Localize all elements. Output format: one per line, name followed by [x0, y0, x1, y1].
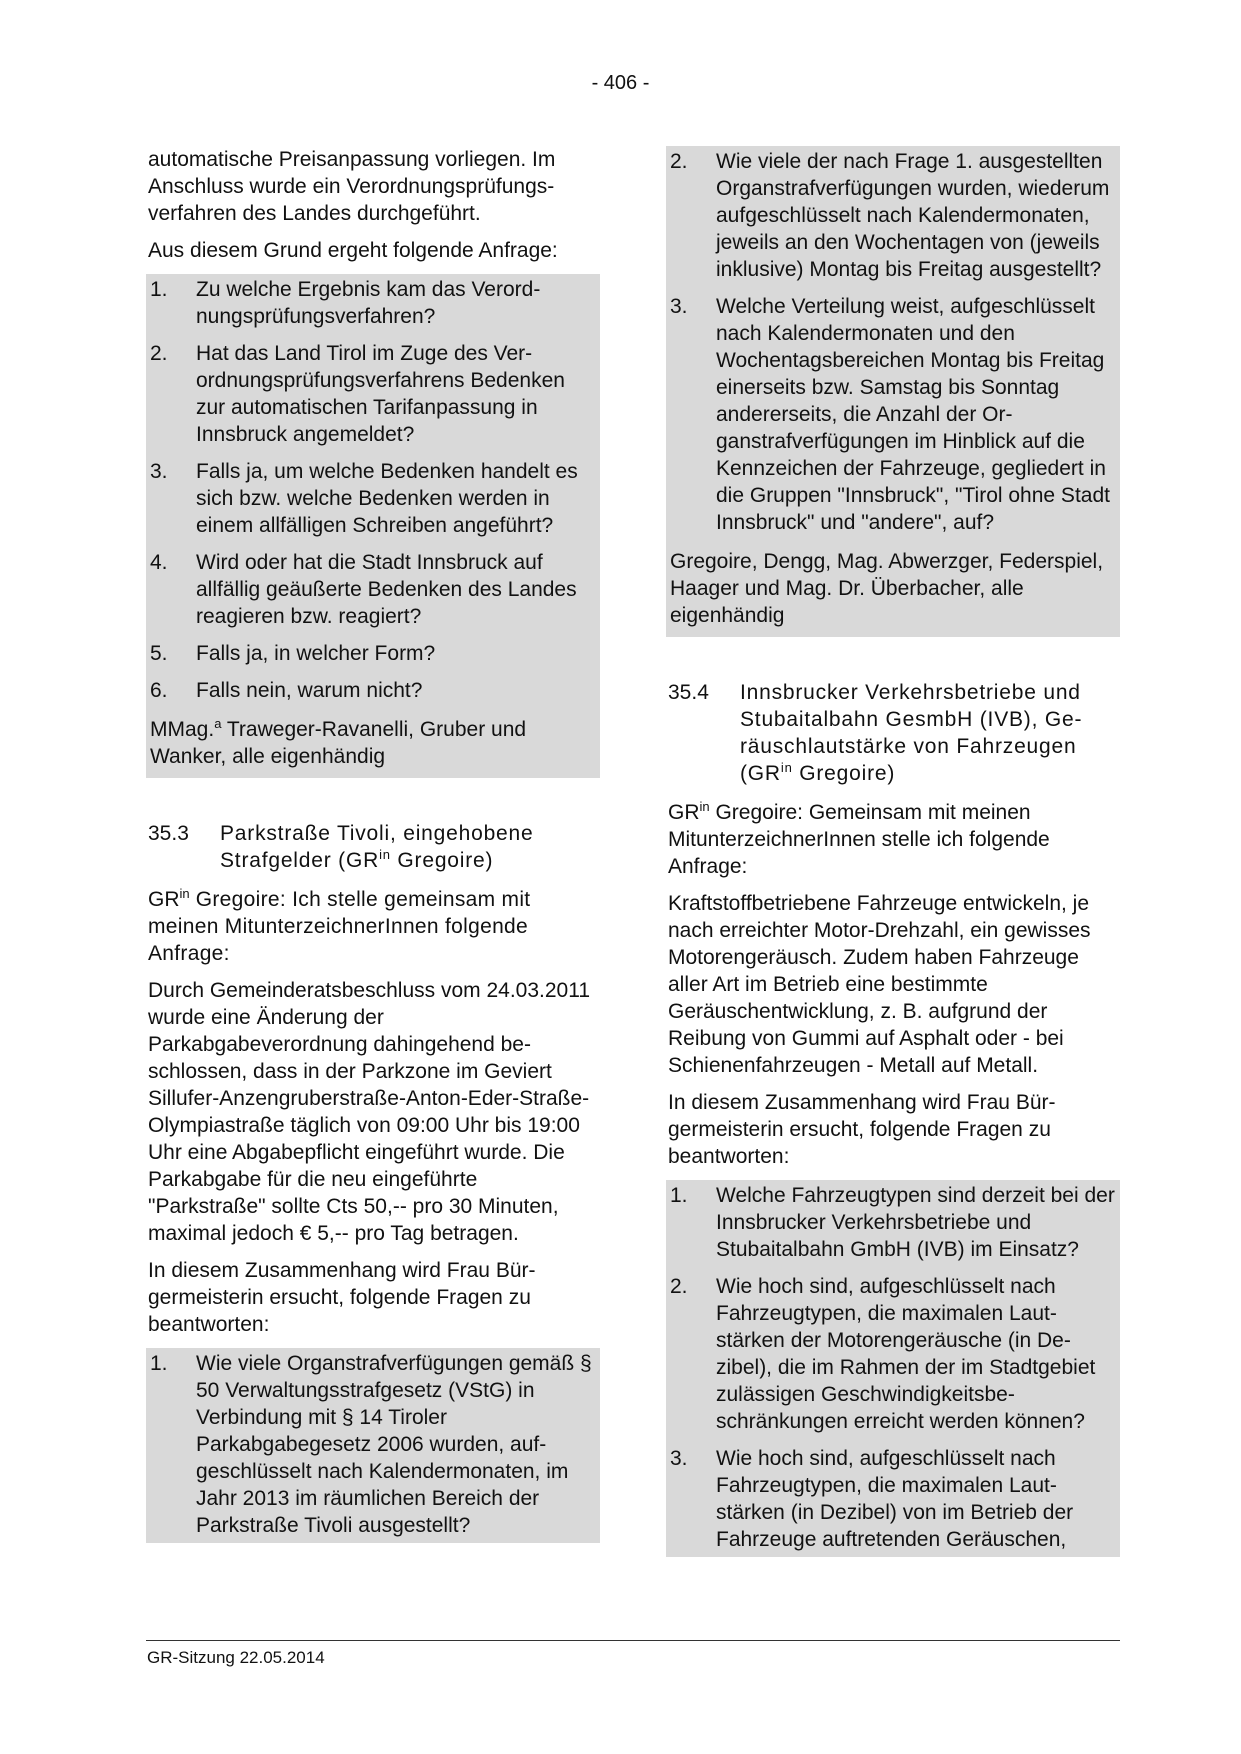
gr-label: GR	[148, 888, 180, 911]
section-title	[740, 679, 1120, 787]
item-number: 4.	[150, 551, 168, 574]
list-item	[148, 640, 598, 667]
item-text: Welche Verteilung weist, aufgeschlüsselt nach Kalendermonaten und den Wochentagsbereichen Montag bis Freitag einerseits bzw. Samstag bis Sonntag andererseits, die Anzahl der Organstrafverfügungen im Hinblick auf die Kennzeichen der Fahrzeuge, gegliedert in die Gruppen "Innsbruck", "Tirol ohne Stadt Innsbruck" und "andere", auf?	[716, 295, 1110, 534]
body-35-3-paragraph-2: In diesem Zusammenhang wird Frau Bürgermeisterin ersucht, folgende Fragen zu beantworten:	[148, 1259, 536, 1336]
question-block-d	[666, 1180, 1120, 1557]
right-column	[666, 146, 1120, 1557]
section-title-text: Innsbrucker Verkehrsbetriebe und Stubaitalbahn GesmbH (IVB), Geräuschlautstärke von Fahrzeugen (GR	[740, 681, 1082, 785]
item-number: 1.	[150, 278, 168, 301]
body-35-3-paragraph-1: Durch Gemeinderatsbeschluss vom 24.03.2011 wurde eine Änderung der Parkabgabeverordnung dahingehend beschlossen, dass in der Parkzone im Geviert Sillufer-Anzengruberstraße-Anton-Eder-Straße-Olympiastraße täglich von 09:00 Uhr bis 19:00 Uhr eine Abgabepflicht eingeführt wurde. Die Parkabgabe für die neu eingeführte "Parkstraße" sollte Cts 50,-- pro 30 Minuten, maximal jedoch € 5,-- pro Tag betragen.	[148, 979, 591, 1245]
list-item	[668, 148, 1118, 283]
list-item	[668, 1445, 1118, 1553]
item-number: 2.	[670, 1275, 688, 1298]
question-list-c	[668, 148, 1118, 536]
list-item	[148, 549, 598, 630]
section-heading-35-3	[146, 820, 600, 874]
gr-label: GR	[668, 801, 700, 824]
item-text: Wie viele der nach Frage 1. ausgestellten Organstrafverfügungen wurden, wiederum aufgeschlüsselt nach Kalendermonaten, jeweils an den Wochentagen von (jeweils inklusive) Montag bis Freitag ausgestellt?	[716, 150, 1110, 281]
item-text: Welche Fahrzeugtypen sind derzeit bei der Innsbrucker Verkehrsbetriebe und Stubaitalbahn GmbH (IVB) im Einsatz?	[716, 1184, 1115, 1261]
item-text: Wird oder hat die Stadt Innsbruck auf allfällig geäußerte Bedenken des Landes reagieren bzw. reagiert?	[196, 551, 577, 628]
item-text: Wie hoch sind, aufgeschlüsselt nach Fahrzeugtypen, die maximalen Lautstärken (in Dezibel) von im Betrieb der Fahrzeuge auftretenden Geräuschen,	[716, 1447, 1074, 1551]
list-item	[148, 276, 598, 330]
item-number: 2.	[150, 342, 168, 365]
gr-sup: in	[699, 799, 710, 814]
signer-title-sup: a	[214, 716, 222, 731]
body-35-4-paragraph-2: In diesem Zusammenhang wird Frau Bürgermeisterin ersucht, folgende Fragen zu beantworten:	[668, 1091, 1056, 1168]
question-block-b	[146, 1348, 600, 1543]
body-35-4-paragraph-1: Kraftstoffbetriebene Fahrzeuge entwickeln, je nach erreichter Motor-Drehzahl, ein gewisses Motorengeräusch. Zudem haben Fahrzeuge aller Art im Betrieb eine bestimmte Geräuschentwicklung, z. B. aufgrund der Reibung von Gummi auf Asphalt oder - bei Schienenfahrzeugen - Metall auf Metall.	[668, 892, 1091, 1077]
list-item	[668, 1273, 1118, 1435]
item-text: Wie viele Organstrafverfügungen gemäß § 50 Verwaltungsstrafgesetz (VStG) in Verbindung mit § 14 Tiroler Parkabgabegesetz 2006 wurden, aufgeschlüsselt nach Kalendermonaten, im Jahr 2013 im räumlichen Bereich der Parkstraße Tivoli ausgestellt?	[196, 1352, 592, 1537]
question-list-a	[148, 276, 598, 704]
section-title-sup: in	[379, 847, 391, 862]
intro-35-4	[666, 799, 1120, 880]
list-item	[148, 340, 598, 448]
list-item	[148, 1350, 598, 1539]
section-title-sup: in	[780, 760, 793, 775]
intro-text: Gregoire: Ich stelle gemeinsam mit meinen MitunterzeichnerInnen folgende Anfrage:	[148, 888, 531, 965]
item-number: 1.	[670, 1184, 688, 1207]
item-text: Wie hoch sind, aufgeschlüsselt nach Fahrzeugtypen, die maximalen Lautstärken der Motorengeräusche (in Dezibel), die im Rahmen der im Stadtgebiet zulässigen Geschwindigkeitsbeschränkungen erreicht werden können?	[716, 1275, 1096, 1433]
list-item	[148, 458, 598, 539]
item-number: 2.	[670, 150, 688, 173]
gr-sup: in	[179, 886, 190, 901]
signer-title: MMag.	[150, 718, 215, 741]
item-text: Zu welche Ergebnis kam das Verordnungsprüfungsverfahren?	[196, 278, 541, 328]
page-number: - 406 -	[591, 72, 650, 94]
section-number: 35.3	[148, 822, 189, 845]
item-text: Falls nein, warum nicht?	[196, 679, 423, 702]
footer-meeting-label: GR-Sitzung 22.05.2014	[147, 1648, 325, 1667]
question-block-a	[146, 274, 600, 778]
item-number: 3.	[150, 460, 168, 483]
section-title-text: Parkstraße Tivoli, eingehobene Strafgelder (GR	[220, 822, 534, 872]
question-list-b	[148, 1350, 598, 1539]
signers-c: Gregoire, Dengg, Mag. Abwerzger, Federspiel, Haager und Mag. Dr. Überbacher, alle eigenhändig	[670, 550, 1104, 627]
question-block-c	[666, 146, 1120, 637]
item-number: 5.	[150, 642, 168, 665]
list-item	[148, 677, 598, 704]
list-item	[668, 293, 1118, 536]
signer-names: Traweger-Ravanelli, Gruber und Wanker, alle eigenhändig	[150, 718, 527, 768]
section-heading-35-4	[666, 679, 1120, 787]
section-title	[220, 820, 600, 874]
item-text: Falls ja, um welche Bedenken handelt es sich bzw. welche Bedenken werden in einem allfälligen Schreiben angeführt?	[196, 460, 578, 537]
section-number: 35.4	[668, 681, 709, 704]
left-column	[146, 146, 600, 1543]
question-list-d	[668, 1182, 1118, 1553]
footer-divider	[146, 1640, 1120, 1641]
item-number: 1.	[150, 1352, 168, 1375]
item-number: 3.	[670, 295, 688, 318]
section-title-end: Gregoire)	[390, 849, 494, 872]
item-text: Hat das Land Tirol im Zuge des Verordnungsprüfungsverfahrens Bedenken zur automatischen Tarifanpassung in Innsbruck angemeldet?	[196, 342, 565, 446]
item-number: 6.	[150, 679, 168, 702]
intro-paragraph-1: automatische Preisanpassung vorliegen. Im Anschluss wurde ein Verordnungsprüfungsverfahren des Landes durchgeführt.	[148, 148, 556, 225]
section-title-end: Gregoire)	[792, 762, 896, 785]
intro-paragraph-2: Aus diesem Grund ergeht folgende Anfrage:	[148, 239, 558, 262]
item-text: Falls ja, in welcher Form?	[196, 642, 436, 665]
item-number: 3.	[670, 1447, 688, 1470]
signers-a	[148, 714, 598, 774]
intro-text: Gregoire: Gemeinsam mit meinen MitunterzeichnerInnen stelle ich folgende Anfrage:	[668, 801, 1050, 878]
list-item	[668, 1182, 1118, 1263]
intro-35-3	[146, 886, 600, 967]
